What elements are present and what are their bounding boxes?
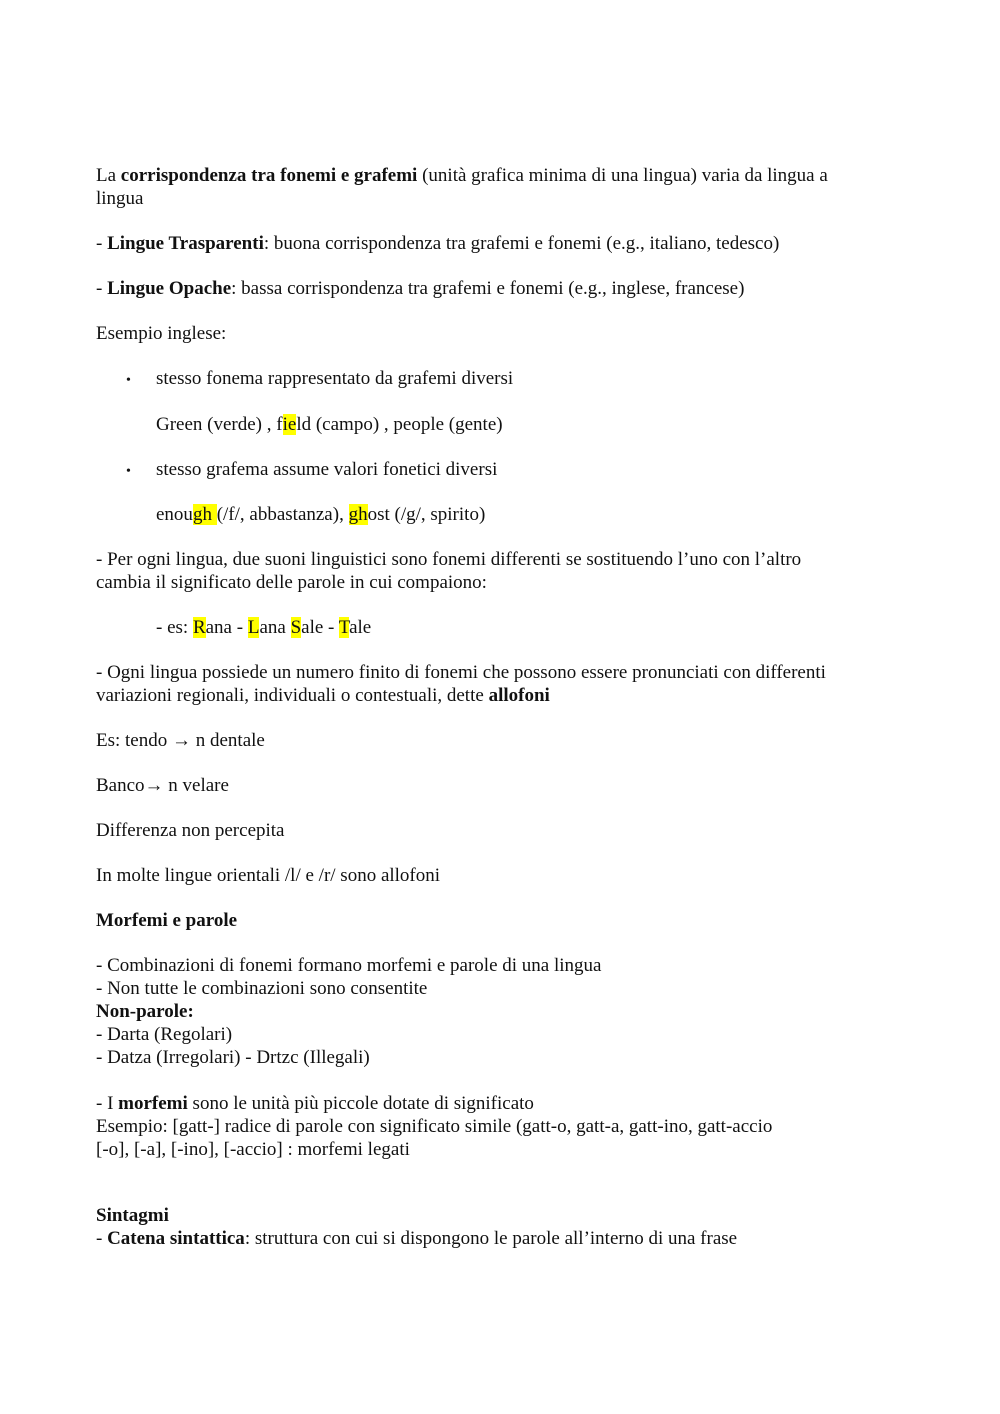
fonemi-para-line-1: - Per ogni lingua, due suoni linguistici sono fonemi differenti se sostituendo l’uno con l’altro	[96, 549, 802, 570]
morfemi-list-line-3: - Darta (Regolari)	[96, 1024, 233, 1045]
banco: Banco→ n velare	[96, 775, 229, 796]
morfemi-def-line-2: Esempio: [gatt-] radice di parole con significato simile (gatt-o, gatt-a, gatt-ino, gatt-accio	[96, 1116, 773, 1137]
example-line-2: enough (/f/, abbastanza), ghost (/g/, spirito)	[156, 504, 486, 525]
example-line-1: Green (verde) , field (campo) , people (gente)	[156, 414, 503, 435]
highlight: ie	[282, 414, 297, 435]
morfemi-def-line-3: [-o], [-a], [-ino], [-accio] : morfemi legati	[96, 1139, 410, 1160]
morfemi-list-line-4: - Datza (Irregolari) - Drtzc (Illegali)	[96, 1047, 370, 1068]
section-heading-sintagmi: Sintagmi	[96, 1205, 169, 1226]
lingue-opache: - Lingue Opache: bassa corrispondenza tra grafemi e fonemi (e.g., inglese, francese)	[96, 278, 745, 299]
non-parole-label: Non-parole:	[96, 1001, 194, 1022]
fonemi-para-line-2: cambia il significato delle parole in cui compaiono:	[96, 572, 487, 593]
section-heading-morfemi: Morfemi e parole	[96, 910, 238, 931]
intro-line-2: lingua	[96, 188, 144, 209]
bullet-icon: •	[126, 373, 131, 388]
catena-sintattica: - Catena sintattica: struttura con cui si dispongono le parole all’interno di una frase	[96, 1228, 738, 1249]
highlight: gh	[348, 504, 368, 525]
minimal-pairs-example: - es: Rana - Lana Sale - Tale	[156, 617, 372, 638]
highlight: gh	[192, 504, 217, 525]
es-tendo: Es: tendo → n dentale	[96, 730, 265, 751]
bullet-item-1: stesso fonema rappresentato da grafemi diversi	[156, 368, 514, 389]
bullet-icon: •	[126, 464, 131, 479]
esempio-inglese: Esempio inglese:	[96, 323, 227, 344]
allofoni-para-line-1: - Ogni lingua possiede un numero finito di fonemi che possono essere pronunciati con differenti	[96, 662, 826, 683]
morfemi-list-line-1: - Combinazioni di fonemi formano morfemi e parole di una lingua	[96, 955, 602, 976]
bullet-item-2: stesso grafema assume valori fonetici diversi	[156, 459, 498, 480]
differenza: Differenza non percepita	[96, 820, 285, 841]
intro-line-1: La corrispondenza tra fonemi e grafemi (unità grafica minima di una lingua) varia da lingua a	[96, 165, 828, 186]
morfemi-def-line-1: - I morfemi sono le unità più piccole dotate di significato	[96, 1093, 534, 1114]
allofoni-para-line-2: variazioni regionali, individuali o contestuali, dette allofoni	[96, 685, 550, 706]
morfemi-list-line-2: - Non tutte le combinazioni sono consentite	[96, 978, 428, 999]
lingue-trasparenti: - Lingue Trasparenti: buona corrispondenza tra grafemi e fonemi (e.g., italiano, tedesco)	[96, 233, 780, 254]
lingue-orientali: In molte lingue orientali /l/ e /r/ sono allofoni	[96, 865, 441, 886]
intro-bold-term: corrispondenza tra fonemi e grafemi	[120, 165, 418, 186]
